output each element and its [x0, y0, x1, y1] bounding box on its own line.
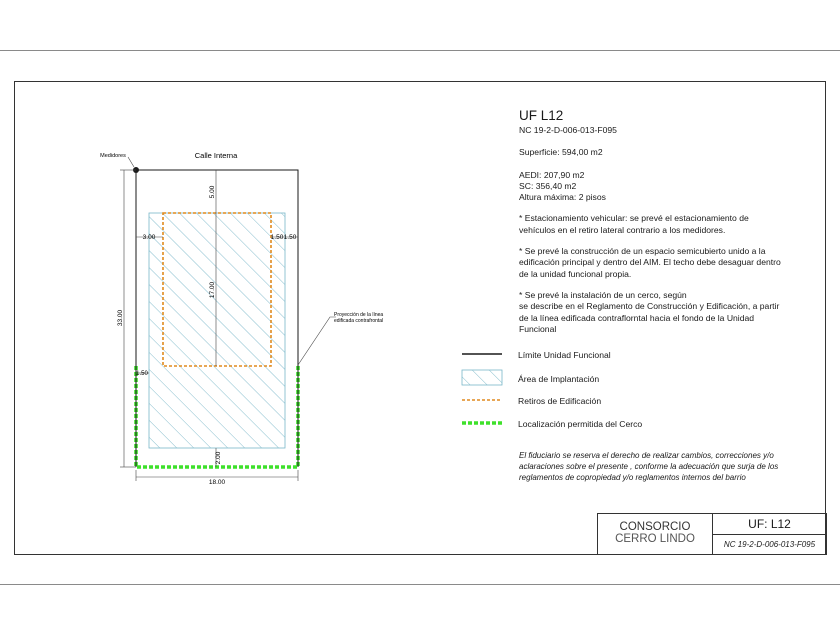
note-fence-2: se describe en el Reglamento de Construcción y Edificación, a partir [519, 301, 780, 312]
note-parking-1: * Estacionamiento vehicular: se prevé el estacionamiento de [519, 213, 749, 224]
note-fence-4: Funcional [519, 323, 557, 334]
title-block [597, 513, 827, 555]
legend-label: Límite Unidad Funcional [518, 350, 611, 360]
legend-item-implantation [460, 371, 800, 391]
street-label: Calle Interna [194, 151, 238, 160]
company-name-1: CONSORCIO [619, 521, 691, 533]
projection-leader [298, 317, 336, 365]
legend-label: Área de Implantación [518, 374, 600, 384]
legend-label: Retiros de Edificación [518, 396, 602, 406]
title-block-company [598, 514, 713, 554]
legend-item-boundary [460, 347, 800, 367]
legend-item-fence [460, 416, 800, 436]
title-block-uf: UF: L12 [713, 514, 826, 535]
lot-info-panel [519, 108, 819, 335]
dim-left-setback-text: 3.00 [142, 234, 156, 241]
meters-leader [128, 157, 134, 167]
disclaimer-line-2: aclaraciones sobre el presente , conforme la adecuación que surja de los [519, 462, 779, 471]
dim-lot-width-text: 18.00 [208, 479, 226, 486]
dim-right-setback-text-a: 1.50 [270, 234, 284, 241]
disclaimer [519, 450, 819, 483]
note-fence-1: * Se prevé la instalación de un cerco, según [519, 289, 687, 300]
lot-height: Altura máxima: 2 pisos [519, 192, 606, 203]
legend-item-setback [460, 393, 800, 413]
note-fence-3: de la línea edificada contraflorntal hacia el fondo de la Unidad [519, 312, 755, 323]
projection-label-2: edificada contrafrontal [334, 318, 384, 324]
lot-nc: NC 19-2-D-006-013-F095 [519, 125, 617, 135]
dim-building-depth-text: 17.00 [209, 281, 216, 299]
lot-aedi: AEDI: 207,90 m2 [519, 169, 585, 180]
disclaimer-line-3: reglamentos de copropiedad y/o reglamentos internos del barrio [519, 473, 746, 482]
dim-right-setback-text-b: 1.50 [283, 234, 297, 241]
dim-rear-setback-text: 2.00 [215, 451, 222, 465]
lot-sc: SC: 356,40 m2 [519, 180, 577, 191]
title-block-nc: NC 19-2-D-006-013-F095 [723, 540, 816, 549]
projection-label-1: Proyección de la línea [334, 312, 384, 318]
note-semicovered-1: * Se prevé la construcción de un espacio semicubierto unido a la [519, 246, 766, 257]
note-parking-2: vehículos en el retiro lateral contrario a los medidores. [519, 224, 726, 235]
note-semicovered-3: de la unidad funcional propia. [519, 268, 632, 279]
title-block-lot [713, 514, 826, 554]
dim-lot-depth-text: 33.00 [117, 309, 124, 327]
legend-label: Localización permitida del Cerco [518, 419, 643, 429]
company-name-2: CERRO LINDO [615, 533, 695, 545]
note-semicovered-2: edificación principal y dentro del AIM. El techo debe desaguar dentro [519, 257, 781, 268]
lot-surface: Superficie: 594,00 m2 [519, 147, 603, 158]
disclaimer-line-1: El fiduciario se reserva el derecho de realizar cambios, correcciones y/o [519, 451, 774, 460]
dim-front-setback-text: 5.00 [209, 185, 216, 199]
meters-label: Medidores [100, 153, 126, 159]
lot-title: UF L12 [519, 108, 564, 123]
implantation-area [149, 213, 285, 448]
dim-fence-offset-text: 1.50 [136, 371, 148, 377]
